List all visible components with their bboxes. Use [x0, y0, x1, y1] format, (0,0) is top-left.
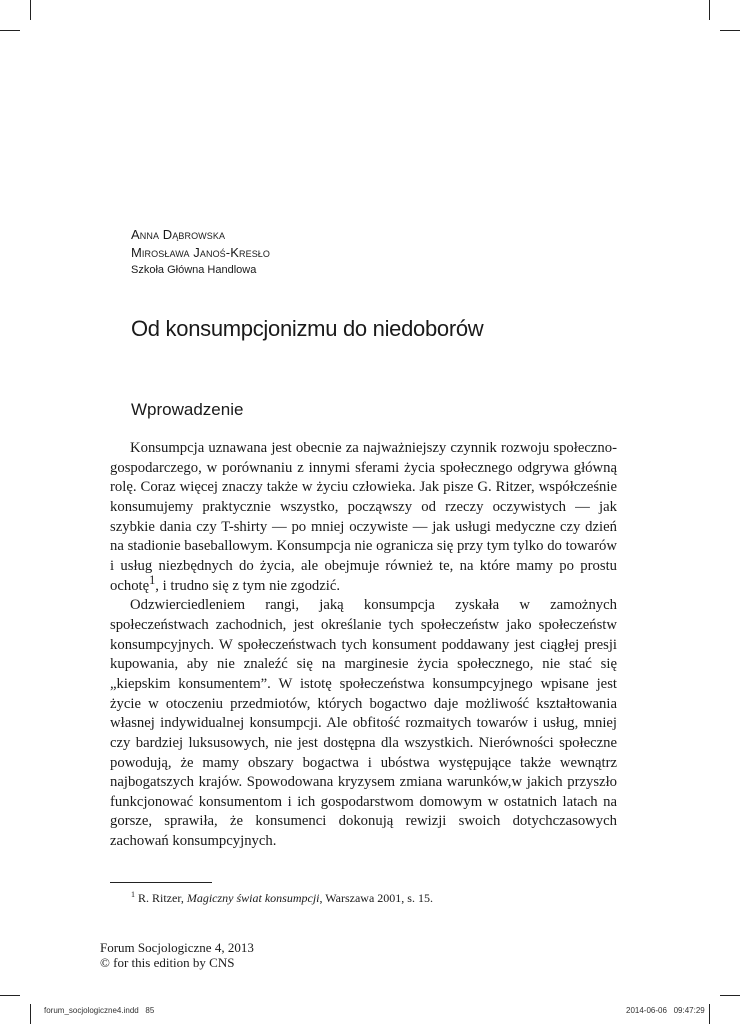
paragraph-text: , i trudno się z tym nie zgodzić.	[155, 577, 341, 594]
print-slug-datetime: 2014-06-06 09:47:29	[626, 1006, 705, 1015]
copyright: © for this edition by CNS	[100, 955, 235, 970]
footnote-details: , Warszawa 2001, s. 15.	[319, 891, 433, 905]
footnote-number: 1	[131, 890, 135, 899]
paragraph-text: Konsumpcja uznawana jest obecnie za najważniejszy czynnik rozwoju społeczno-gospodarczego, w porównaniu z innymi sferami życia społecznego odgrywa główną rolę. Coraz więcej znaczy także w życiu człowieka. Jak pisze G. Ritzer, współcześnie konsumujemy praktycznie wszystko, począwszy od rzeczy oczywistych — jak szybkie dania czy T-shirty — po mniej oczywiste — jak usługi medyczne czy dzień na stadionie baseballowym. Konsumpcja nie ogranicza się przy tym tylko do towarów i usług niezbędnych do życia, ale obejmuje również te, na które mamy po prostu ochotę	[110, 440, 617, 594]
author-name: Anna Dąbrowska	[131, 227, 226, 242]
crop-mark-bottom-left-vertical	[30, 1004, 31, 1024]
footnote-author: R. Ritzer,	[138, 891, 187, 905]
crop-mark-bottom-right-horizontal	[720, 995, 740, 996]
crop-mark-top-left-horizontal	[0, 30, 20, 31]
crop-mark-bottom-left-horizontal	[0, 995, 20, 996]
footnote-divider	[110, 882, 212, 883]
article-body	[110, 439, 617, 852]
crop-mark-top-right-horizontal	[720, 30, 740, 31]
section-heading: Wprowadzenie	[131, 400, 244, 419]
crop-mark-top-right-vertical	[709, 0, 710, 20]
footnote-book-title: Magiczny świat konsumpcji	[186, 891, 320, 905]
affiliation: Szkoła Główna Handlowa	[131, 264, 257, 276]
article-title: Od konsumpcjonizmu do niedoborów	[131, 316, 484, 341]
journal-name: Forum Socjologiczne 4, 2013	[100, 940, 254, 955]
crop-mark-bottom-right-vertical	[709, 1004, 710, 1024]
paragraph: Odzwierciedleniem rangi, jaką konsumpcja zyskała w zamożnych społeczeństwach zachodnich, jest określanie tych społeczeństw jako społeczeństw konsumpcyjnych. W społeczeństwach tych konsument poddawany jest ciągłej presji kupowania, aby nie znaleźć się na marginesie życia społecznego, nie stać się „kiepskim konsumentem”. W istotę społeczeństwa konsumpcyjnego wpisane jest życie w otoczeniu przedmiotów, których bogactwo daje możliwość kształtowania własnej indywidualnej konsumpcji. Ale obfitość rozmaitych towarów i usług, mniej czy bardziej luksusowych, nie jest dostępna dla wszystkich. Nierówności społeczne powodują, że mamy obszary bogactwa i ubóstwa występujące także wewnątrz najbogatszych krajów. Spowodowana kryzysem zmiana warunków,w jakich przyszło funkcjonować konsumentom i ich gospodarstwom domowym w ostatnich latach na gorsze, sprawiła, że konsumenci dokonują rewizji swoich dotychczasowych zachowań konsumpcyjnych.	[110, 597, 617, 850]
footnote	[131, 891, 433, 906]
author-block	[131, 226, 270, 278]
footnote-reference[interactable]: 1	[149, 572, 156, 587]
crop-mark-top-left-vertical	[30, 0, 31, 20]
paragraph	[110, 439, 617, 596]
journal-info	[100, 940, 254, 970]
author-name: Mirosława Janoś-Kresło	[131, 245, 270, 260]
print-slug-file: forum_socjologiczne4.indd 85	[44, 1006, 155, 1015]
